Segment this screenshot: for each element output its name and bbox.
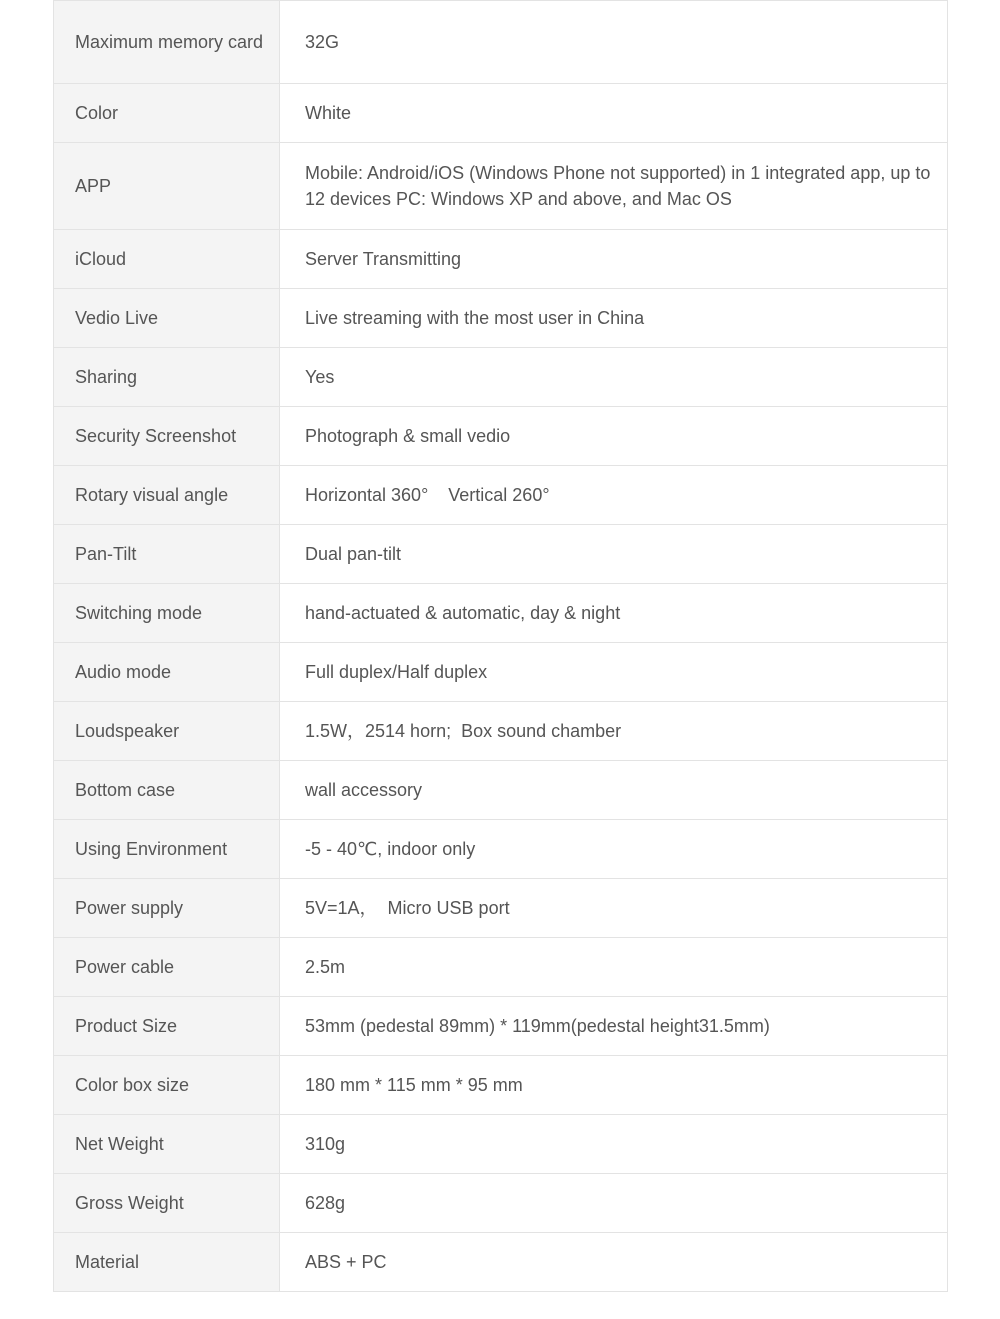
spec-label: iCloud xyxy=(54,230,280,289)
spec-value: 5V=1A， Micro USB port xyxy=(280,879,948,938)
spec-value: Mobile: Android/iOS (Windows Phone not supported) in 1 integrated app, up to 12 devices PC: Windows XP and above, and Mac OS xyxy=(280,143,948,230)
spec-label: Pan-Tilt xyxy=(54,525,280,584)
spec-label: Product Size xyxy=(54,997,280,1056)
spec-label: Power supply xyxy=(54,879,280,938)
spec-label: Maximum memory card xyxy=(54,1,280,84)
spec-label: Color box size xyxy=(54,1056,280,1115)
spec-row-power-cable xyxy=(54,938,948,997)
spec-value: Horizontal 360° Vertical 260° xyxy=(280,466,948,525)
spec-value: White xyxy=(280,84,948,143)
spec-value: 180 mm * 115 mm * 95 mm xyxy=(280,1056,948,1115)
spec-table xyxy=(53,0,948,1292)
spec-row-color xyxy=(54,84,948,143)
spec-label: Sharing xyxy=(54,348,280,407)
spec-label: Using Environment xyxy=(54,820,280,879)
spec-row-rotary-visual-angle xyxy=(54,466,948,525)
spec-label: Loudspeaker xyxy=(54,702,280,761)
spec-value: hand-actuated & automatic, day & night xyxy=(280,584,948,643)
spec-value: 310g xyxy=(280,1115,948,1174)
spec-value: wall accessory xyxy=(280,761,948,820)
spec-label: Bottom case xyxy=(54,761,280,820)
spec-row-bottom-case xyxy=(54,761,948,820)
spec-label: Switching mode xyxy=(54,584,280,643)
spec-label: Power cable xyxy=(54,938,280,997)
spec-label: Gross Weight xyxy=(54,1174,280,1233)
spec-row-sharing xyxy=(54,348,948,407)
spec-row-audio-mode xyxy=(54,643,948,702)
spec-label: Material xyxy=(54,1233,280,1292)
spec-row-gross-weight xyxy=(54,1174,948,1233)
spec-value: Full duplex/Half duplex xyxy=(280,643,948,702)
spec-value: Server Transmitting xyxy=(280,230,948,289)
spec-row-material xyxy=(54,1233,948,1292)
spec-value: 2.5m xyxy=(280,938,948,997)
spec-value: Yes xyxy=(280,348,948,407)
spec-row-product-size xyxy=(54,997,948,1056)
spec-value: 32G xyxy=(280,1,948,84)
spec-value: Live streaming with the most user in China xyxy=(280,289,948,348)
spec-row-using-environment xyxy=(54,820,948,879)
spec-value: 53mm (pedestal 89mm) * 119mm(pedestal height31.5mm) xyxy=(280,997,948,1056)
spec-label: Security Screenshot xyxy=(54,407,280,466)
spec-label: APP xyxy=(54,143,280,230)
spec-row-color-box-size xyxy=(54,1056,948,1115)
spec-label: Rotary visual angle xyxy=(54,466,280,525)
spec-table-body xyxy=(54,1,948,1292)
spec-row-app xyxy=(54,143,948,230)
spec-label: Color xyxy=(54,84,280,143)
spec-row-vedio-live xyxy=(54,289,948,348)
spec-row-pan-tilt xyxy=(54,525,948,584)
spec-value: 1.5W，2514 horn; Box sound chamber xyxy=(280,702,948,761)
spec-label: Vedio Live xyxy=(54,289,280,348)
spec-label: Audio mode xyxy=(54,643,280,702)
spec-value: ABS + PC xyxy=(280,1233,948,1292)
spec-value: Dual pan-tilt xyxy=(280,525,948,584)
spec-value: Photograph & small vedio xyxy=(280,407,948,466)
spec-row-switching-mode xyxy=(54,584,948,643)
spec-row-security-screenshot xyxy=(54,407,948,466)
spec-row-icloud xyxy=(54,230,948,289)
spec-row-net-weight xyxy=(54,1115,948,1174)
spec-row-max-memory-card xyxy=(54,1,948,84)
spec-row-loudspeaker xyxy=(54,702,948,761)
spec-value: -5 - 40℃, indoor only xyxy=(280,820,948,879)
spec-row-power-supply xyxy=(54,879,948,938)
spec-value: 628g xyxy=(280,1174,948,1233)
spec-label: Net Weight xyxy=(54,1115,280,1174)
